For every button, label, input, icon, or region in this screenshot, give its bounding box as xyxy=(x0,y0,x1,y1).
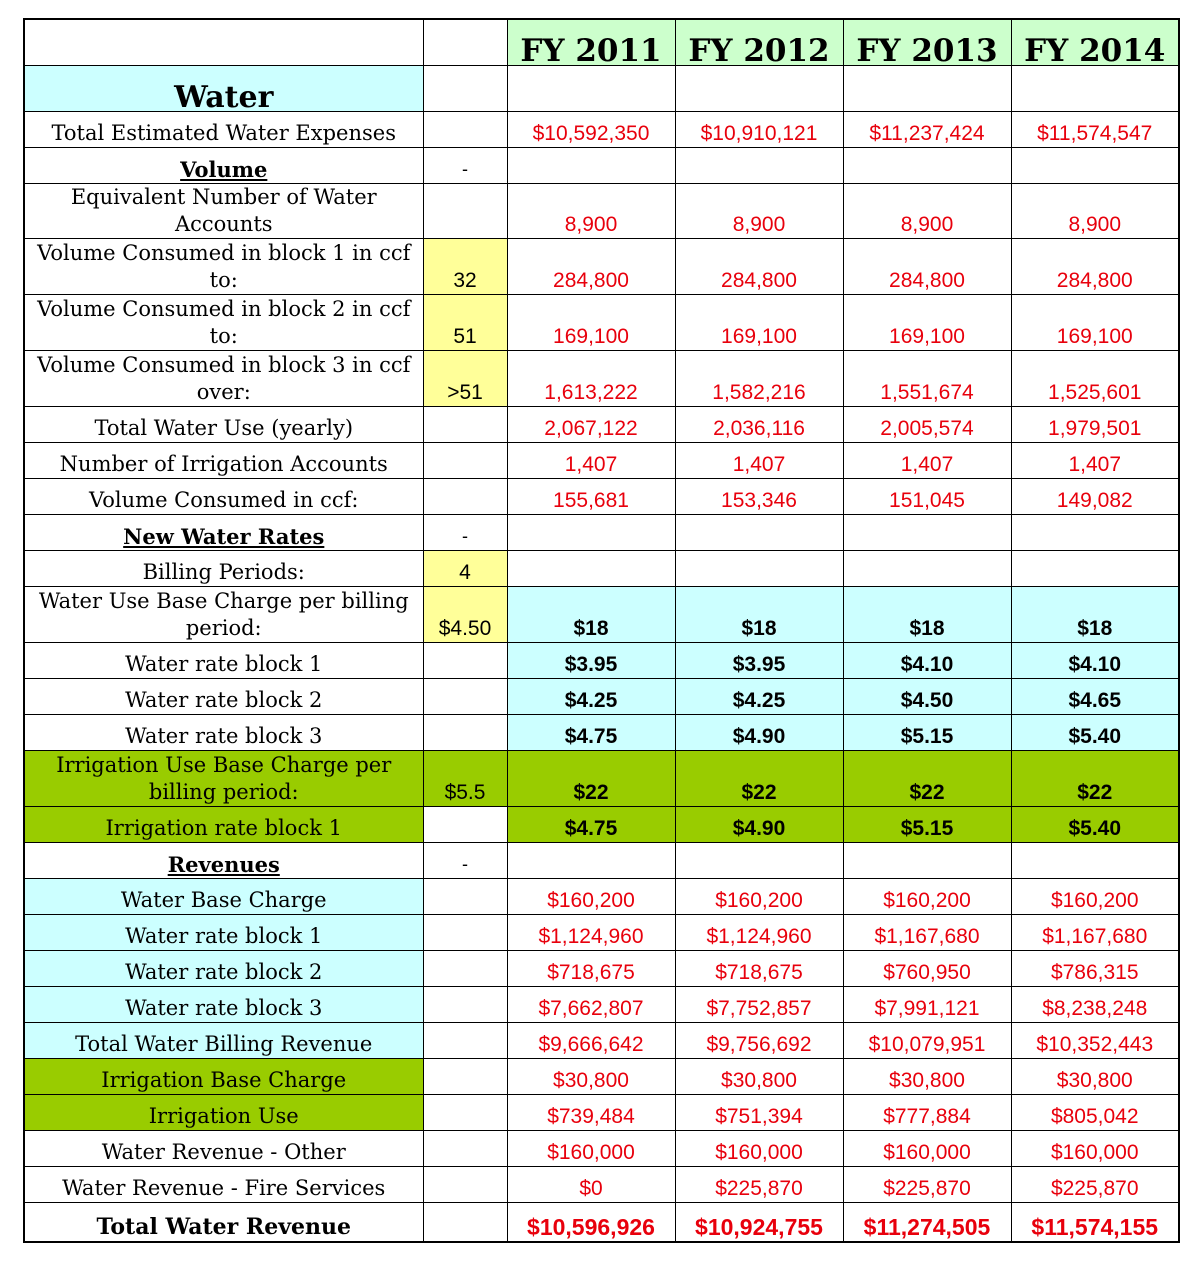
empty-cell xyxy=(843,147,1011,183)
value-cell: $160,200 xyxy=(507,878,675,914)
value-cell: 284,800 xyxy=(507,238,675,294)
year-header: FY 2014 xyxy=(1011,19,1179,65)
value-cell: $786,315 xyxy=(1011,950,1179,986)
rates-heading: New Water Rates xyxy=(24,514,423,550)
value-cell: $10,910,121 xyxy=(675,111,843,147)
row-label: Water Use Base Charge per billing period: xyxy=(24,586,423,642)
table-row xyxy=(24,1094,1179,1130)
empty-cell xyxy=(423,65,507,111)
value-cell: $1,167,680 xyxy=(843,914,1011,950)
value-cell: $225,870 xyxy=(843,1166,1011,1202)
empty-cell xyxy=(507,514,675,550)
value-cell: $160,200 xyxy=(675,878,843,914)
total-row xyxy=(24,1202,1179,1242)
value-cell: 151,045 xyxy=(843,478,1011,514)
empty-cell xyxy=(423,642,507,678)
empty-cell xyxy=(507,842,675,878)
empty-cell xyxy=(423,442,507,478)
row-label: Water Revenue - Other xyxy=(24,1130,423,1166)
empty-cell xyxy=(423,678,507,714)
value-cell: $9,666,642 xyxy=(507,1022,675,1058)
value-cell: $4.75 xyxy=(507,714,675,750)
value-cell: $22 xyxy=(507,750,675,806)
param-cell: 32 xyxy=(423,238,507,294)
value-cell: 284,800 xyxy=(843,238,1011,294)
marker-cell: - xyxy=(423,514,507,550)
revenues-heading: Revenues xyxy=(24,842,423,878)
value-cell: 1,407 xyxy=(1011,442,1179,478)
value-cell: $160,000 xyxy=(1011,1130,1179,1166)
value-cell: $7,752,857 xyxy=(675,986,843,1022)
value-cell: 169,100 xyxy=(675,294,843,350)
value-cell: $22 xyxy=(1011,750,1179,806)
row-label: Billing Periods: xyxy=(24,550,423,586)
value-cell: $718,675 xyxy=(507,950,675,986)
param-cell: $5.5 xyxy=(423,750,507,806)
value-cell: 8,900 xyxy=(507,183,675,238)
value-cell: $4.25 xyxy=(507,678,675,714)
value-cell: $30,800 xyxy=(675,1058,843,1094)
value-cell: 169,100 xyxy=(843,294,1011,350)
volume-heading: Volume xyxy=(24,147,423,183)
row-label: Equivalent Number of Water Accounts xyxy=(24,183,423,238)
row-label: Irrigation Base Charge xyxy=(24,1058,423,1094)
year-header: FY 2012 xyxy=(675,19,843,65)
table-row xyxy=(24,183,1179,238)
value-cell: $7,662,807 xyxy=(507,986,675,1022)
row-label: Total Estimated Water Expenses xyxy=(24,111,423,147)
value-cell: $739,484 xyxy=(507,1094,675,1130)
value-cell: $18 xyxy=(675,586,843,642)
table-row xyxy=(24,442,1179,478)
header-row xyxy=(24,19,1179,65)
value-cell: $4.75 xyxy=(507,806,675,842)
empty-cell xyxy=(423,111,507,147)
empty-cell xyxy=(423,950,507,986)
value-cell: 1,613,222 xyxy=(507,350,675,406)
empty-cell xyxy=(843,842,1011,878)
value-cell: $0 xyxy=(507,1166,675,1202)
empty-cell xyxy=(507,65,675,111)
value-cell: $11,237,424 xyxy=(843,111,1011,147)
table-row xyxy=(24,1022,1179,1058)
empty-cell xyxy=(1011,65,1179,111)
empty-cell xyxy=(423,406,507,442)
empty-cell xyxy=(507,550,675,586)
value-cell: $10,352,443 xyxy=(1011,1022,1179,1058)
value-cell: $4.90 xyxy=(675,806,843,842)
table-row xyxy=(24,238,1179,294)
empty-cell xyxy=(423,1130,507,1166)
value-cell: $777,884 xyxy=(843,1094,1011,1130)
empty-cell xyxy=(675,65,843,111)
row-label: Volume Consumed in ccf: xyxy=(24,478,423,514)
table-row xyxy=(24,406,1179,442)
empty-cell xyxy=(675,842,843,878)
total-revenue-label: Total Water Revenue xyxy=(24,1202,423,1242)
value-cell: 1,407 xyxy=(843,442,1011,478)
table-row xyxy=(24,111,1179,147)
value-cell: $751,394 xyxy=(675,1094,843,1130)
row-label: Water rate block 3 xyxy=(24,986,423,1022)
value-cell: $18 xyxy=(507,586,675,642)
table-row xyxy=(24,642,1179,678)
value-cell: $22 xyxy=(843,750,1011,806)
empty-cell xyxy=(423,1094,507,1130)
total-value-cell: $10,596,926 xyxy=(507,1202,675,1242)
empty-cell xyxy=(423,183,507,238)
value-cell: $1,167,680 xyxy=(1011,914,1179,950)
table-row xyxy=(24,1130,1179,1166)
value-cell: 2,067,122 xyxy=(507,406,675,442)
table-row xyxy=(24,914,1179,950)
section-title: Water xyxy=(24,65,423,111)
empty-cell xyxy=(423,878,507,914)
empty-cell xyxy=(423,1058,507,1094)
water-rate-table xyxy=(23,18,1180,1243)
empty-cell xyxy=(423,1022,507,1058)
empty-cell xyxy=(423,914,507,950)
value-cell: 153,346 xyxy=(675,478,843,514)
table-row xyxy=(24,514,1179,550)
value-cell: $225,870 xyxy=(1011,1166,1179,1202)
empty-cell xyxy=(423,986,507,1022)
empty-cell xyxy=(675,550,843,586)
total-value-cell: $11,274,505 xyxy=(843,1202,1011,1242)
value-cell: $8,238,248 xyxy=(1011,986,1179,1022)
row-label: Irrigation rate block 1 xyxy=(24,806,423,842)
empty-cell xyxy=(423,1202,507,1242)
table-row xyxy=(24,147,1179,183)
row-label: Volume Consumed in block 1 in ccf to: xyxy=(24,238,423,294)
empty-cell xyxy=(423,478,507,514)
row-label: Water rate block 1 xyxy=(24,642,423,678)
value-cell: $3.95 xyxy=(507,642,675,678)
year-header: FY 2011 xyxy=(507,19,675,65)
value-cell: 1,407 xyxy=(507,442,675,478)
value-cell: $160,000 xyxy=(675,1130,843,1166)
row-label: Irrigation Use xyxy=(24,1094,423,1130)
value-cell: $4.50 xyxy=(843,678,1011,714)
marker-cell: - xyxy=(423,842,507,878)
value-cell: 1,525,601 xyxy=(1011,350,1179,406)
value-cell: $4.25 xyxy=(675,678,843,714)
empty-cell xyxy=(423,1166,507,1202)
empty-cell xyxy=(1011,514,1179,550)
value-cell: 1,582,216 xyxy=(675,350,843,406)
row-label: Number of Irrigation Accounts xyxy=(24,442,423,478)
value-cell: 169,100 xyxy=(1011,294,1179,350)
row-label: Volume Consumed in block 2 in ccf to: xyxy=(24,294,423,350)
empty-cell xyxy=(423,714,507,750)
value-cell: $5.40 xyxy=(1011,714,1179,750)
value-cell: $160,200 xyxy=(843,878,1011,914)
value-cell: $160,000 xyxy=(507,1130,675,1166)
value-cell: 8,900 xyxy=(675,183,843,238)
year-header: FY 2013 xyxy=(843,19,1011,65)
value-cell: 284,800 xyxy=(1011,238,1179,294)
table-row xyxy=(24,1058,1179,1094)
value-cell: $760,950 xyxy=(843,950,1011,986)
row-label: Total Water Billing Revenue xyxy=(24,1022,423,1058)
row-label: Irrigation Use Base Charge per billing period: xyxy=(24,750,423,806)
table-row xyxy=(24,478,1179,514)
param-cell: 4 xyxy=(423,550,507,586)
value-cell: $30,800 xyxy=(507,1058,675,1094)
value-cell: $718,675 xyxy=(675,950,843,986)
header-param-blank xyxy=(423,19,507,65)
value-cell: $225,870 xyxy=(675,1166,843,1202)
value-cell: 2,036,116 xyxy=(675,406,843,442)
value-cell: $5.15 xyxy=(843,806,1011,842)
value-cell: $30,800 xyxy=(1011,1058,1179,1094)
total-value-cell: $11,574,155 xyxy=(1011,1202,1179,1242)
row-label: Water rate block 2 xyxy=(24,950,423,986)
table-row xyxy=(24,678,1179,714)
value-cell: $22 xyxy=(675,750,843,806)
value-cell: $4.10 xyxy=(843,642,1011,678)
value-cell: $160,000 xyxy=(843,1130,1011,1166)
value-cell: $7,991,121 xyxy=(843,986,1011,1022)
value-cell: $4.90 xyxy=(675,714,843,750)
param-cell: >51 xyxy=(423,350,507,406)
empty-cell xyxy=(1011,550,1179,586)
section-row xyxy=(24,65,1179,111)
value-cell: 2,005,574 xyxy=(843,406,1011,442)
table-row xyxy=(24,714,1179,750)
value-cell: 1,979,501 xyxy=(1011,406,1179,442)
table-row xyxy=(24,750,1179,806)
value-cell: $10,079,951 xyxy=(843,1022,1011,1058)
value-cell: $1,124,960 xyxy=(675,914,843,950)
value-cell: $4.65 xyxy=(1011,678,1179,714)
header-blank xyxy=(24,19,423,65)
value-cell: $160,200 xyxy=(1011,878,1179,914)
total-value-cell: $10,924,755 xyxy=(675,1202,843,1242)
value-cell: 169,100 xyxy=(507,294,675,350)
empty-cell xyxy=(675,514,843,550)
value-cell: $18 xyxy=(843,586,1011,642)
value-cell: 1,407 xyxy=(675,442,843,478)
value-cell: $805,042 xyxy=(1011,1094,1179,1130)
value-cell: $18 xyxy=(1011,586,1179,642)
value-cell: $10,592,350 xyxy=(507,111,675,147)
value-cell: $9,756,692 xyxy=(675,1022,843,1058)
empty-cell xyxy=(423,806,507,842)
row-label: Water Revenue - Fire Services xyxy=(24,1166,423,1202)
value-cell: 1,551,674 xyxy=(843,350,1011,406)
empty-cell xyxy=(1011,147,1179,183)
table-row xyxy=(24,806,1179,842)
table-row xyxy=(24,350,1179,406)
table-row xyxy=(24,950,1179,986)
value-cell: 8,900 xyxy=(1011,183,1179,238)
table-row xyxy=(24,550,1179,586)
value-cell: $4.10 xyxy=(1011,642,1179,678)
value-cell: $3.95 xyxy=(675,642,843,678)
value-cell: $5.40 xyxy=(1011,806,1179,842)
value-cell: $30,800 xyxy=(843,1058,1011,1094)
row-label: Total Water Use (yearly) xyxy=(24,406,423,442)
row-label: Water rate block 3 xyxy=(24,714,423,750)
table-row xyxy=(24,1166,1179,1202)
row-label: Water Base Charge xyxy=(24,878,423,914)
table-row xyxy=(24,294,1179,350)
empty-cell xyxy=(507,147,675,183)
row-label: Water rate block 1 xyxy=(24,914,423,950)
empty-cell xyxy=(675,147,843,183)
table-row xyxy=(24,586,1179,642)
empty-cell xyxy=(843,65,1011,111)
row-label: Water rate block 2 xyxy=(24,678,423,714)
value-cell: $1,124,960 xyxy=(507,914,675,950)
table-row xyxy=(24,986,1179,1022)
value-cell: $11,574,547 xyxy=(1011,111,1179,147)
value-cell: 155,681 xyxy=(507,478,675,514)
value-cell: 8,900 xyxy=(843,183,1011,238)
empty-cell xyxy=(843,550,1011,586)
value-cell: $5.15 xyxy=(843,714,1011,750)
param-cell: $4.50 xyxy=(423,586,507,642)
empty-cell xyxy=(1011,842,1179,878)
value-cell: 284,800 xyxy=(675,238,843,294)
table-row xyxy=(24,878,1179,914)
param-cell: 51 xyxy=(423,294,507,350)
table-row xyxy=(24,842,1179,878)
value-cell: 149,082 xyxy=(1011,478,1179,514)
empty-cell xyxy=(843,514,1011,550)
row-label: Volume Consumed in block 3 in ccf over: xyxy=(24,350,423,406)
marker-cell: - xyxy=(423,147,507,183)
